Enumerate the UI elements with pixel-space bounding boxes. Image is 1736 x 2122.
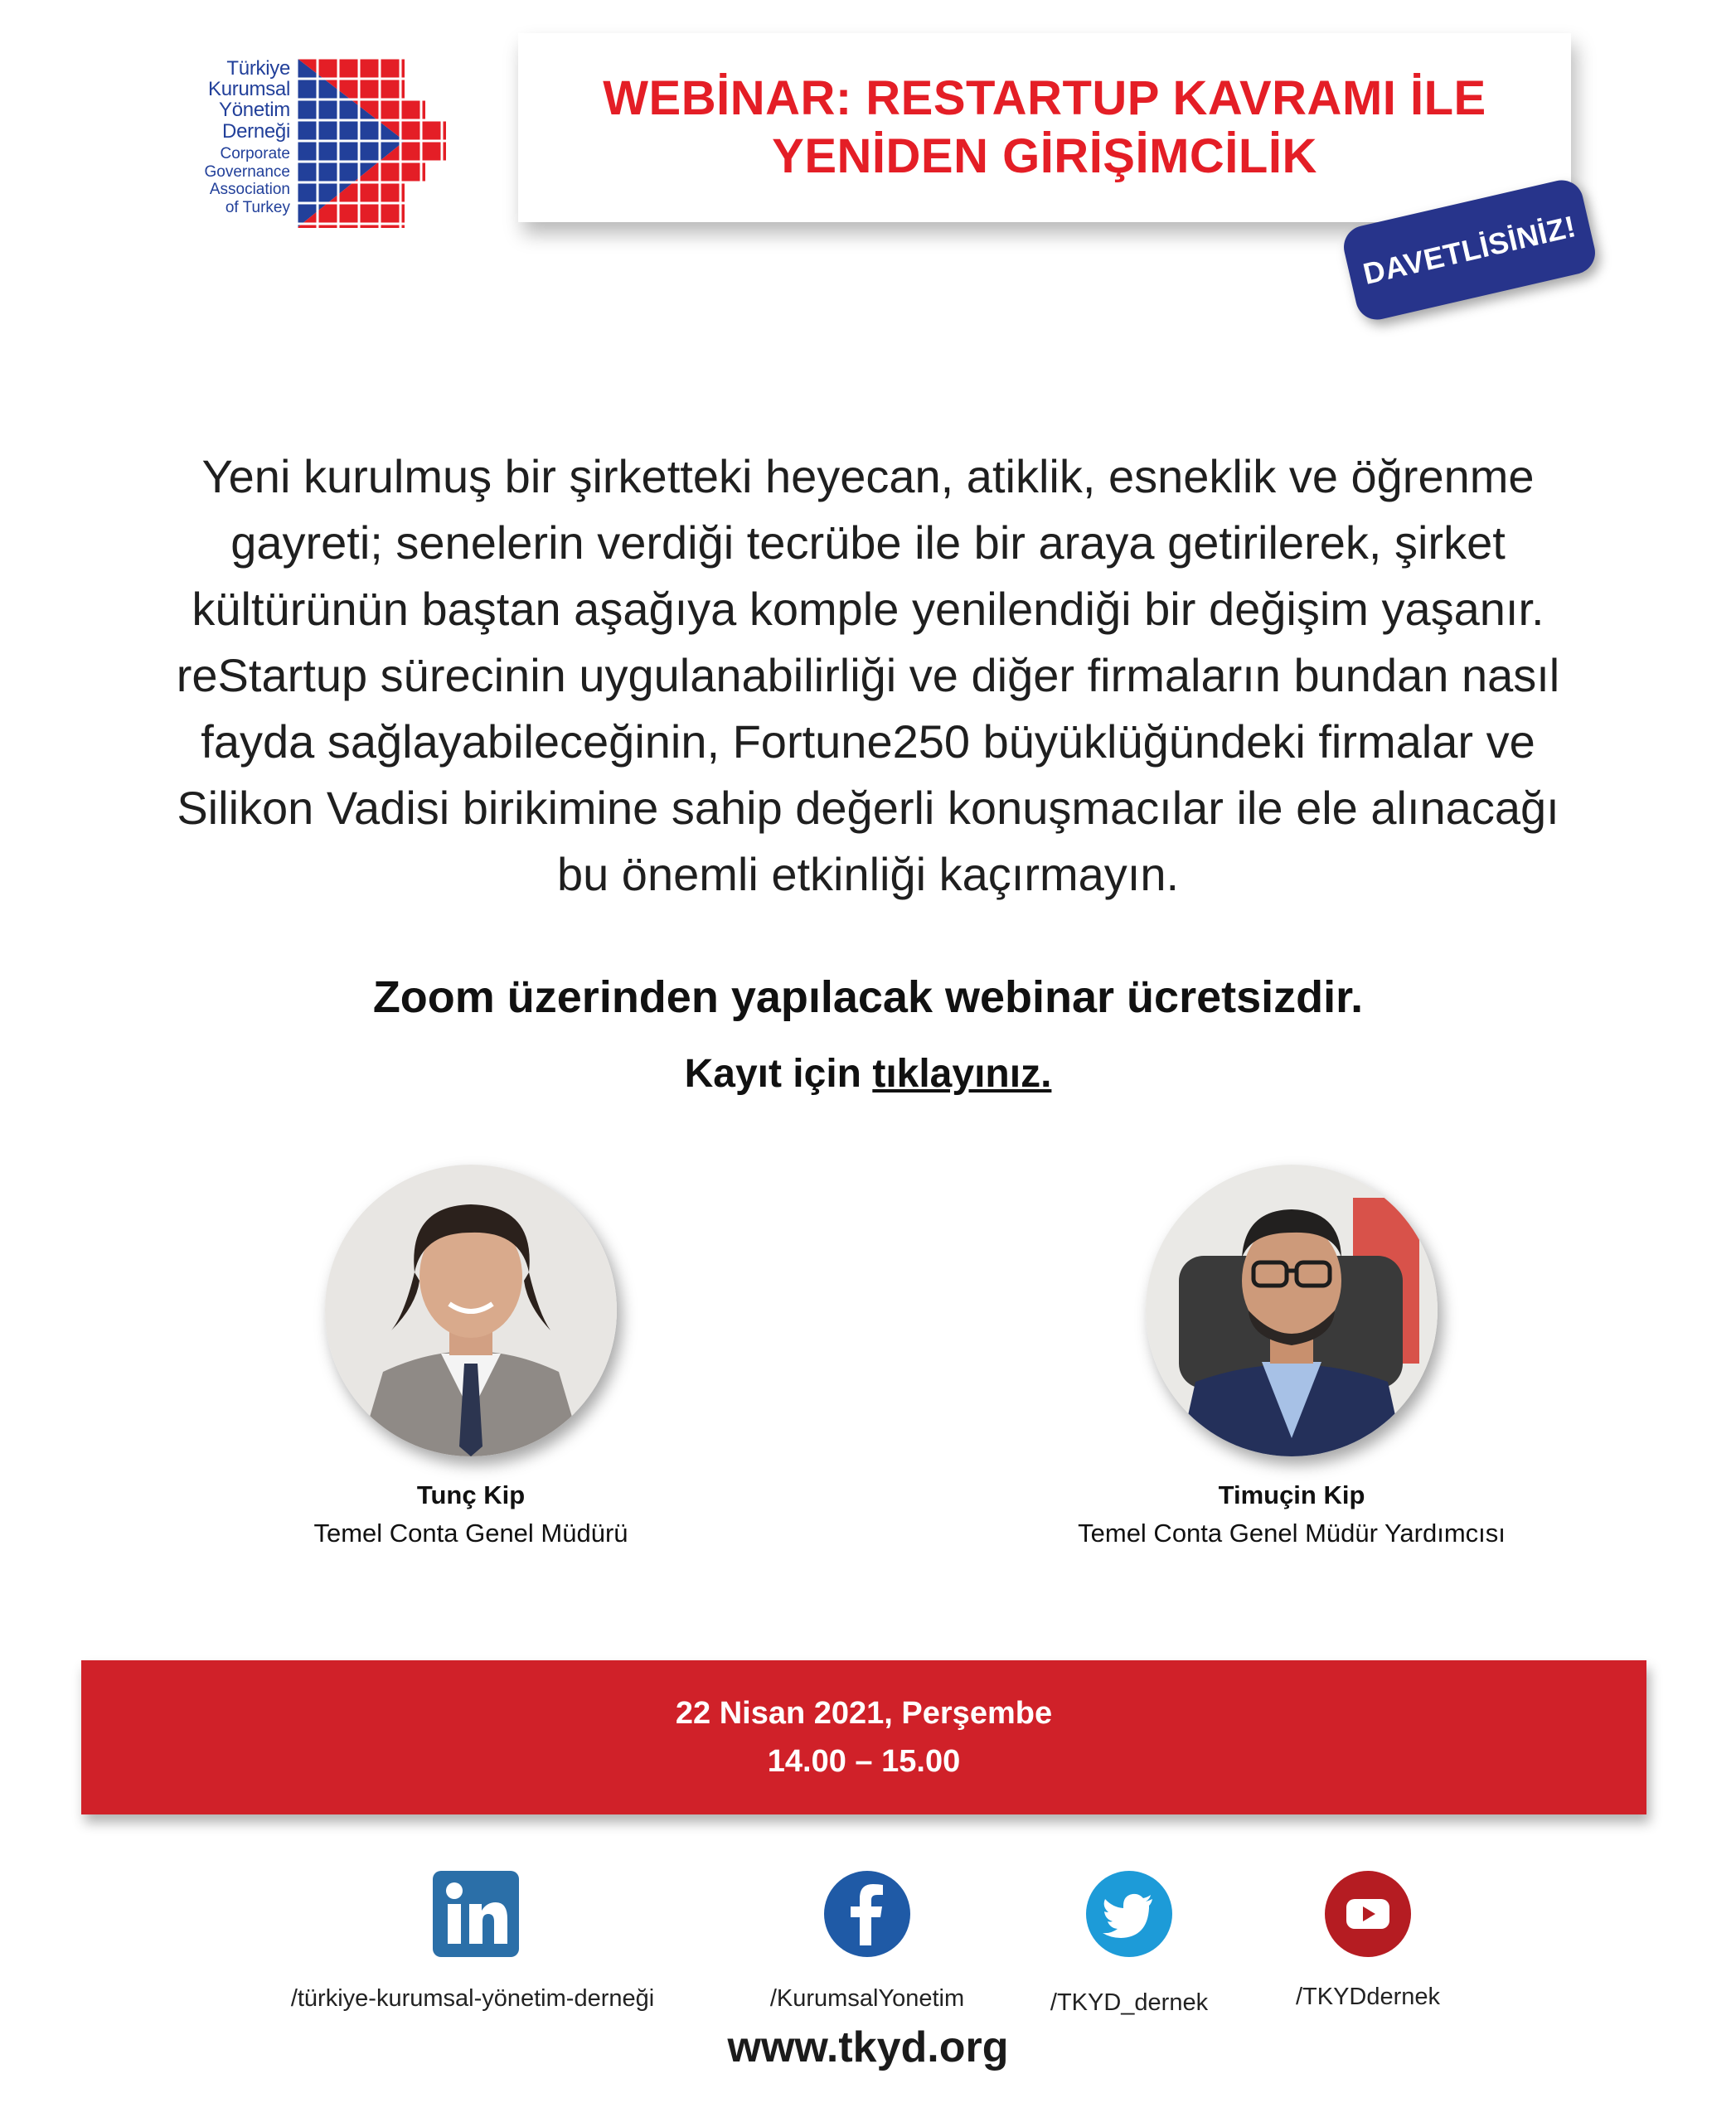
- title-card: [518, 33, 1571, 222]
- register-prefix: Kayıt için: [684, 1052, 873, 1096]
- title-line-1: WEBİNAR: RESTARTUP KAVRAMI İLE: [603, 71, 1486, 126]
- register-line: [0, 1051, 1736, 1097]
- speaker-2-name: Timuçin Kip: [1218, 1480, 1365, 1509]
- youtube-link[interactable]: [1323, 1869, 1413, 1963]
- logo-name-en-2: Governance: [204, 162, 290, 181]
- logo-name-tr-3: Yönetim: [219, 99, 290, 122]
- linkedin-link[interactable]: [431, 1869, 521, 1963]
- logo-name-tr-1: Türkiye: [226, 57, 290, 80]
- description-line: bu önemli etkinliği kaçırmayın.: [556, 848, 1180, 900]
- speaker-1-role: Temel Conta Genel Müdürü: [313, 1519, 628, 1548]
- logo-name-en-1: Corporate: [220, 144, 290, 162]
- linkedin-icon: [431, 1869, 521, 1959]
- description-line: kültürünün baştan aşağıya komple yenilendiği bir değişim yaşanır.: [192, 583, 1544, 635]
- register-link[interactable]: tıklayınız.: [872, 1052, 1052, 1096]
- description-paragraph: [133, 443, 1603, 908]
- invited-badge: DAVETLİSİNİZ!: [1340, 176, 1599, 323]
- description-line: Yeni kurulmuş bir şirketteki heyecan, atiklik, esneklik ve öğrenme: [201, 450, 1535, 502]
- logo-name-en: [184, 145, 290, 217]
- event-time: 14.00 – 15.00: [767, 1744, 961, 1779]
- speaker-2-role: Temel Conta Genel Müdür Yardımcısı: [1078, 1519, 1506, 1548]
- speaker-2-photo-icon: [1146, 1165, 1438, 1456]
- speaker-1-avatar: [325, 1165, 617, 1456]
- twitter-link[interactable]: [1084, 1869, 1174, 1963]
- description-line: Silikon Vadisi birikimine sahip değerli konuşmacılar ile ele alınacağı: [177, 782, 1559, 834]
- linkedin-handle[interactable]: /türkiye-kurumsal-yönetim-derneği: [290, 1985, 655, 2012]
- speaker-1-name: Tunç Kip: [416, 1480, 526, 1509]
- description-line: gayreti; senelerin verdiği tecrübe ile bir araya getirilerek, şirket: [230, 516, 1506, 569]
- description-line: fayda sağlayabileceğinin, Fortune250 büyüklüğündeki firmalar ve: [201, 715, 1535, 768]
- event-date-bar: [81, 1660, 1646, 1814]
- youtube-handle[interactable]: /TKYDdernek: [1295, 1984, 1441, 2010]
- facebook-icon: [822, 1869, 912, 1959]
- twitter-handle[interactable]: /TKYD_dernek: [1050, 1989, 1209, 2016]
- logo-name-en-4: of Turkey: [225, 199, 290, 217]
- logo-mark-icon: [297, 58, 446, 228]
- logo-text: [184, 58, 290, 217]
- logo-name-en-3: Association: [209, 181, 290, 199]
- youtube-icon: [1323, 1869, 1413, 1959]
- facebook-handle[interactable]: /KurumsalYonetim: [769, 1985, 965, 2012]
- logo-name-tr-2: Kurumsal: [208, 78, 290, 101]
- logo-name-tr-4: Derneği: [222, 119, 290, 143]
- title-line-2: YENİDEN GİRİŞİMCİLİK: [772, 129, 1317, 183]
- facebook-link[interactable]: [822, 1869, 912, 1963]
- event-date: 22 Nisan 2021, Perşembe: [675, 1696, 1053, 1731]
- twitter-icon: [1084, 1869, 1174, 1959]
- speaker-2-avatar: [1146, 1165, 1438, 1456]
- description-line: reStartup sürecinin uygulanabilirliği ve diğer firmaların bundan nasıl: [176, 649, 1560, 701]
- website-link[interactable]: www.tkyd.org: [727, 2023, 1009, 2071]
- speaker-1-photo-icon: [325, 1165, 617, 1456]
- zoom-note: Zoom üzerinden yapılacak webinar ücretsizdir.: [372, 972, 1364, 1022]
